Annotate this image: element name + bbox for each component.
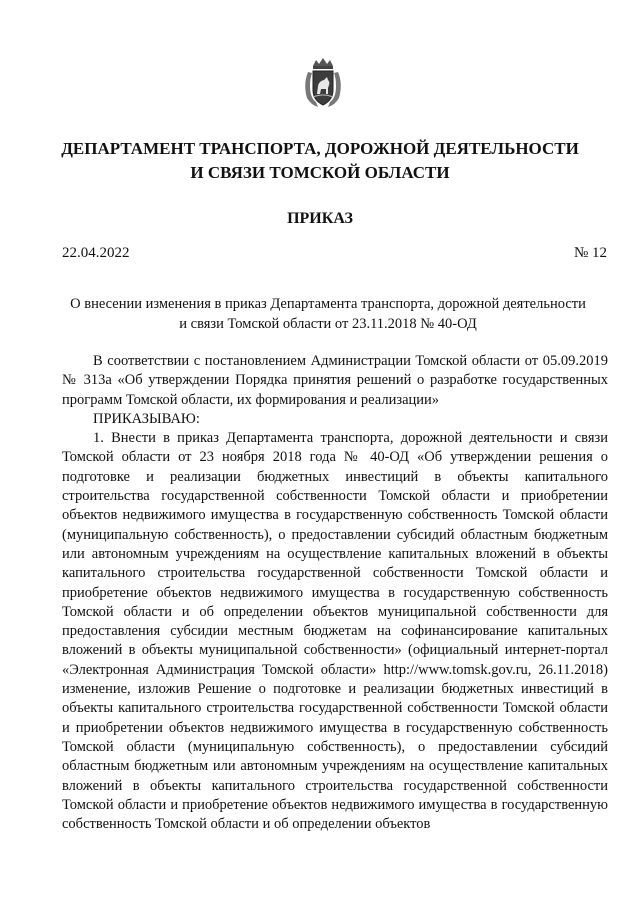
order-subject-line2: и связи Томской области от 23.11.2018 № 40-ОД	[179, 316, 477, 332]
document-type-title: ПРИКАЗ	[287, 210, 353, 227]
department-name-line1: ДЕПАРТАМЕНТ ТРАНСПОРТА, ДОРОЖНОЙ ДЕЯТЕЛЬНОСТИ	[61, 139, 579, 158]
item-1-paragraph: 1. Внести в приказ Департамента транспорта, дорожной деятельности и связи Томской области от 23 ноября 2018 года № 40-ОД «Об утверждении решения о подготовке и реализации бюджетных инвестиций в объекты капитального строительства государственной собственности Томской области и приобретении объектов недвижимого имущества в государственную собственность Томской области (муниципальную собственность), о предоставлении субсидий областным бюджетным или автономным учреждениям на осуществление капитальных вложений в объекты капитального строительства государственной собственности Томской области и приобретение объектов недвижимого имущества в государственную собственность Томской области и об определении объектов муниципальной собственности для предоставления субсидии местным бюджетам на софинансирование капитальных вложений в объекты муниципальной собственности» (официальный интернет-портал «Электронная Администрация Томской области» http://www.tomsk.gov.ru, 26.11.2018) изменение, изложив Решение о подготовке и реализации бюджетных инвестиций в объекты капитального строительства государственной собственности Томской области и приобретении объектов недвижимого имущества в государственную собственность Томской области (муниципальную собственность), о предоставлении субсидий областным бюджетным или автономным учреждениям на осуществление капитальных вложений в объекты капитального строительства государственной собственности Томской области и приобретение объектов недвижимого имущества в государственную собственность Томской области и об определении объектов	[62, 430, 608, 833]
order-body	[62, 352, 608, 834]
coat-of-arms-icon	[302, 58, 344, 110]
order-subject	[50, 294, 606, 334]
order-keyword: ПРИКАЗЫВАЮ:	[93, 410, 200, 427]
order-subject-line1: О внесении изменения в приказ Департамента транспорта, дорожной деятельности	[70, 296, 586, 312]
department-name-line2: И СВЯЗИ ТОМСКОЙ ОБЛАСТИ	[190, 163, 450, 182]
order-date: 22.04.2022	[62, 245, 130, 261]
order-number: № 12	[573, 245, 607, 261]
preamble-paragraph: В соответствии с постановлением Администрации Томской области от 05.09.2019 № 313а «Об утверждении Порядка принятия решений о разработке государственных программ Томской области, их формирования и реализации»	[62, 353, 608, 408]
